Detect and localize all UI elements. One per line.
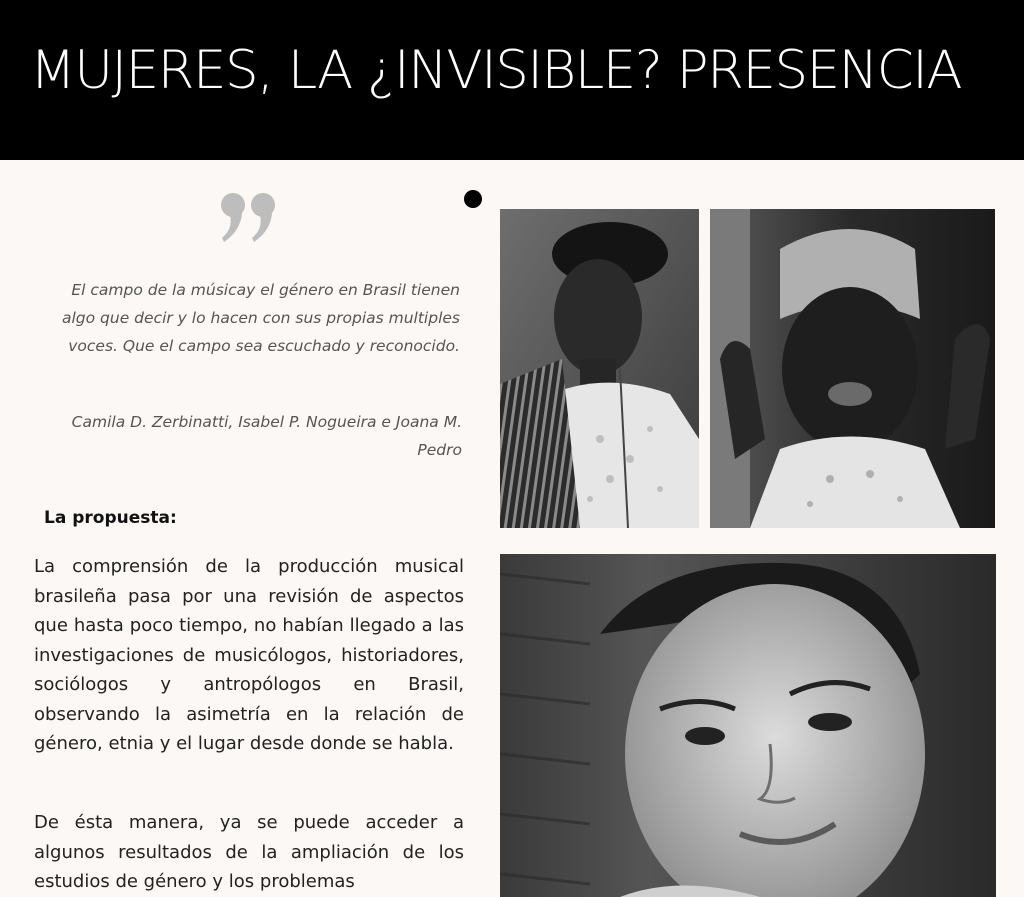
closing-quote-icon xyxy=(216,182,286,252)
quote-author: Camila D. Zerbinatti, Isabel P. Nogueira e Joana M. Pedro xyxy=(71,413,462,459)
body-paragraph: De ésta manera, ya se puede acceder a algunos resultados de la ampliación de los estudios de género y los problemas xyxy=(34,812,464,892)
page-title: MUJERES, LA ¿INVISIBLE? PRESENCIA xyxy=(30,40,962,101)
section-heading: La propuesta: xyxy=(44,508,177,528)
portrait-photo-woman-closeup xyxy=(500,554,996,897)
page-header xyxy=(0,0,1024,160)
decorative-dot xyxy=(464,190,482,208)
body-paragraph: La comprensión de la producción musical brasileña pasa por una revisión de aspectos que hasta poco tiempo, no habían llegado a las investigaciones de musicólogos, historiadores, sociólogos y antropólogos en Brasil, observando la asimetría en la relación de género, etnia y el lugar desde donde se habla. xyxy=(34,556,464,754)
portrait-photo-woman-striped-shawl xyxy=(500,209,699,528)
quote-text: El campo de la músicay el género en Brasil tienen algo que decir y lo hacen con sus propias multiples voces. Que el campo sea escuchado y reconocido. xyxy=(62,281,460,355)
portrait-photo-woman-headwrap xyxy=(710,209,995,528)
